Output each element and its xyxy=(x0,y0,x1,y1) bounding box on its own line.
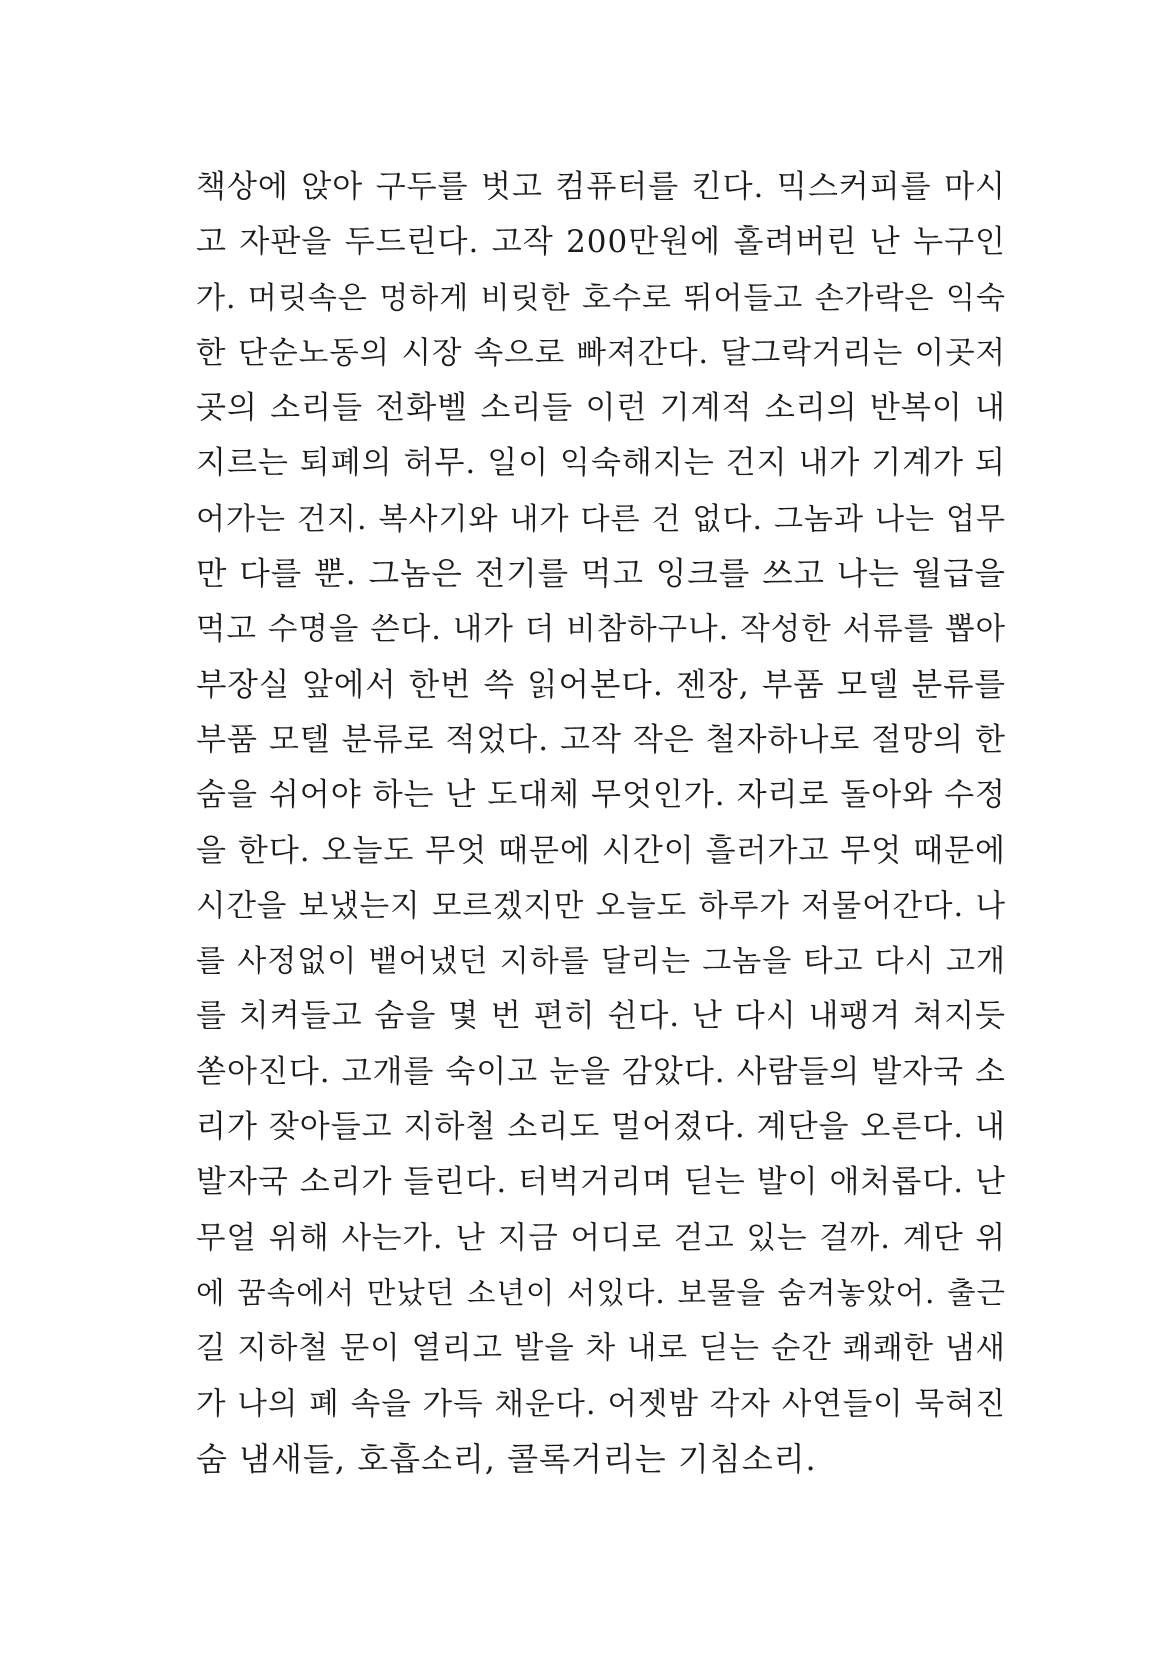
text-line: 시간을 보냈는지 모르겠지만 오늘도 하루가 저물어간다. 나 xyxy=(196,888,1006,924)
text-line: 가. 머릿속은 멍하게 비릿한 호수로 뛰어들고 손가락은 익숙 xyxy=(196,280,1006,316)
text-line: 리가 잦아들고 지하철 소리도 멀어졌다. 계단을 오른다. 내 xyxy=(196,1109,1006,1146)
text-line: 곳의 소리들 전화벨 소리들 이런 기계적 소리의 반복이 내 xyxy=(196,390,1006,427)
text-line: 부품 모텔 분류로 적었다. 고작 작은 철자하나로 절망의 한 xyxy=(196,721,1006,758)
text-line-last: 숨 냄새들, 호흡소리, 콜록거리는 기침소리. xyxy=(196,1439,817,1478)
text-line: 를 사정없이 뱉어냈던 지하를 달리는 그놈을 타고 다시 고개 xyxy=(196,944,1006,980)
text-line: 지르는 퇴폐의 허무. 일이 익숙해지는 건지 내가 기계가 되 xyxy=(196,445,1006,482)
text-line: 길 지하철 문이 열리고 발을 차 내로 딛는 순간 쾌쾌한 냄새 xyxy=(196,1331,1006,1367)
text-line: 고 자판을 두드린다. 고작 200만원에 홀려버린 난 누구인 xyxy=(196,224,1006,261)
text-line: 가 나의 폐 속을 가득 채운다. 어젯밤 각자 사연들이 묵혀진 xyxy=(196,1386,1006,1422)
text-line: 무얼 위해 사는가. 난 지금 어디로 걷고 있는 걸까. 계단 위 xyxy=(196,1220,1006,1256)
text-line: 를 치켜들고 숨을 몇 번 편히 쉰다. 난 다시 내팽겨 쳐지듯 xyxy=(196,998,1006,1035)
text-line: 먹고 수명을 쓴다. 내가 더 비참하구나. 작성한 서류를 뽑아 xyxy=(196,612,1006,648)
manuscript-body xyxy=(196,160,1006,1487)
text-line: 에 꿈속에서 만났던 소년이 서있다. 보물을 숨겨놓았어. 출근 xyxy=(196,1275,1006,1310)
text-line: 만 다를 뿐. 그놈은 전기를 먹고 잉크를 쓰고 나는 월급을 xyxy=(196,556,1006,593)
text-line: 어가는 건지. 복사기와 내가 다른 건 없다. 그놈과 나는 업무 xyxy=(196,501,1006,537)
text-line: 쏟아진다. 고개를 숙이고 눈을 감았다. 사람들의 발자국 소 xyxy=(196,1053,1006,1090)
text-line: 책상에 앉아 구두를 벗고 컴퓨터를 킨다. 믹스커피를 마시 xyxy=(196,169,1006,205)
text-line: 을 한다. 오늘도 무엇 때문에 시간이 흘러가고 무엇 때문에 xyxy=(196,832,1006,869)
text-line: 부장실 앞에서 한번 쓱 읽어본다. 젠장, 부품 모델 분류를 xyxy=(196,666,1006,703)
text-line: 숨을 쉬어야 하는 난 도대체 무엇인가. 자리로 돌아와 수정 xyxy=(196,777,1006,814)
text-line: 한 단순노동의 시장 속으로 빠져간다. 달그락거리는 이곳저 xyxy=(196,335,1006,371)
text-line: 발자국 소리가 들린다. 터벅거리며 딛는 발이 애처롭다. 난 xyxy=(196,1164,1006,1201)
